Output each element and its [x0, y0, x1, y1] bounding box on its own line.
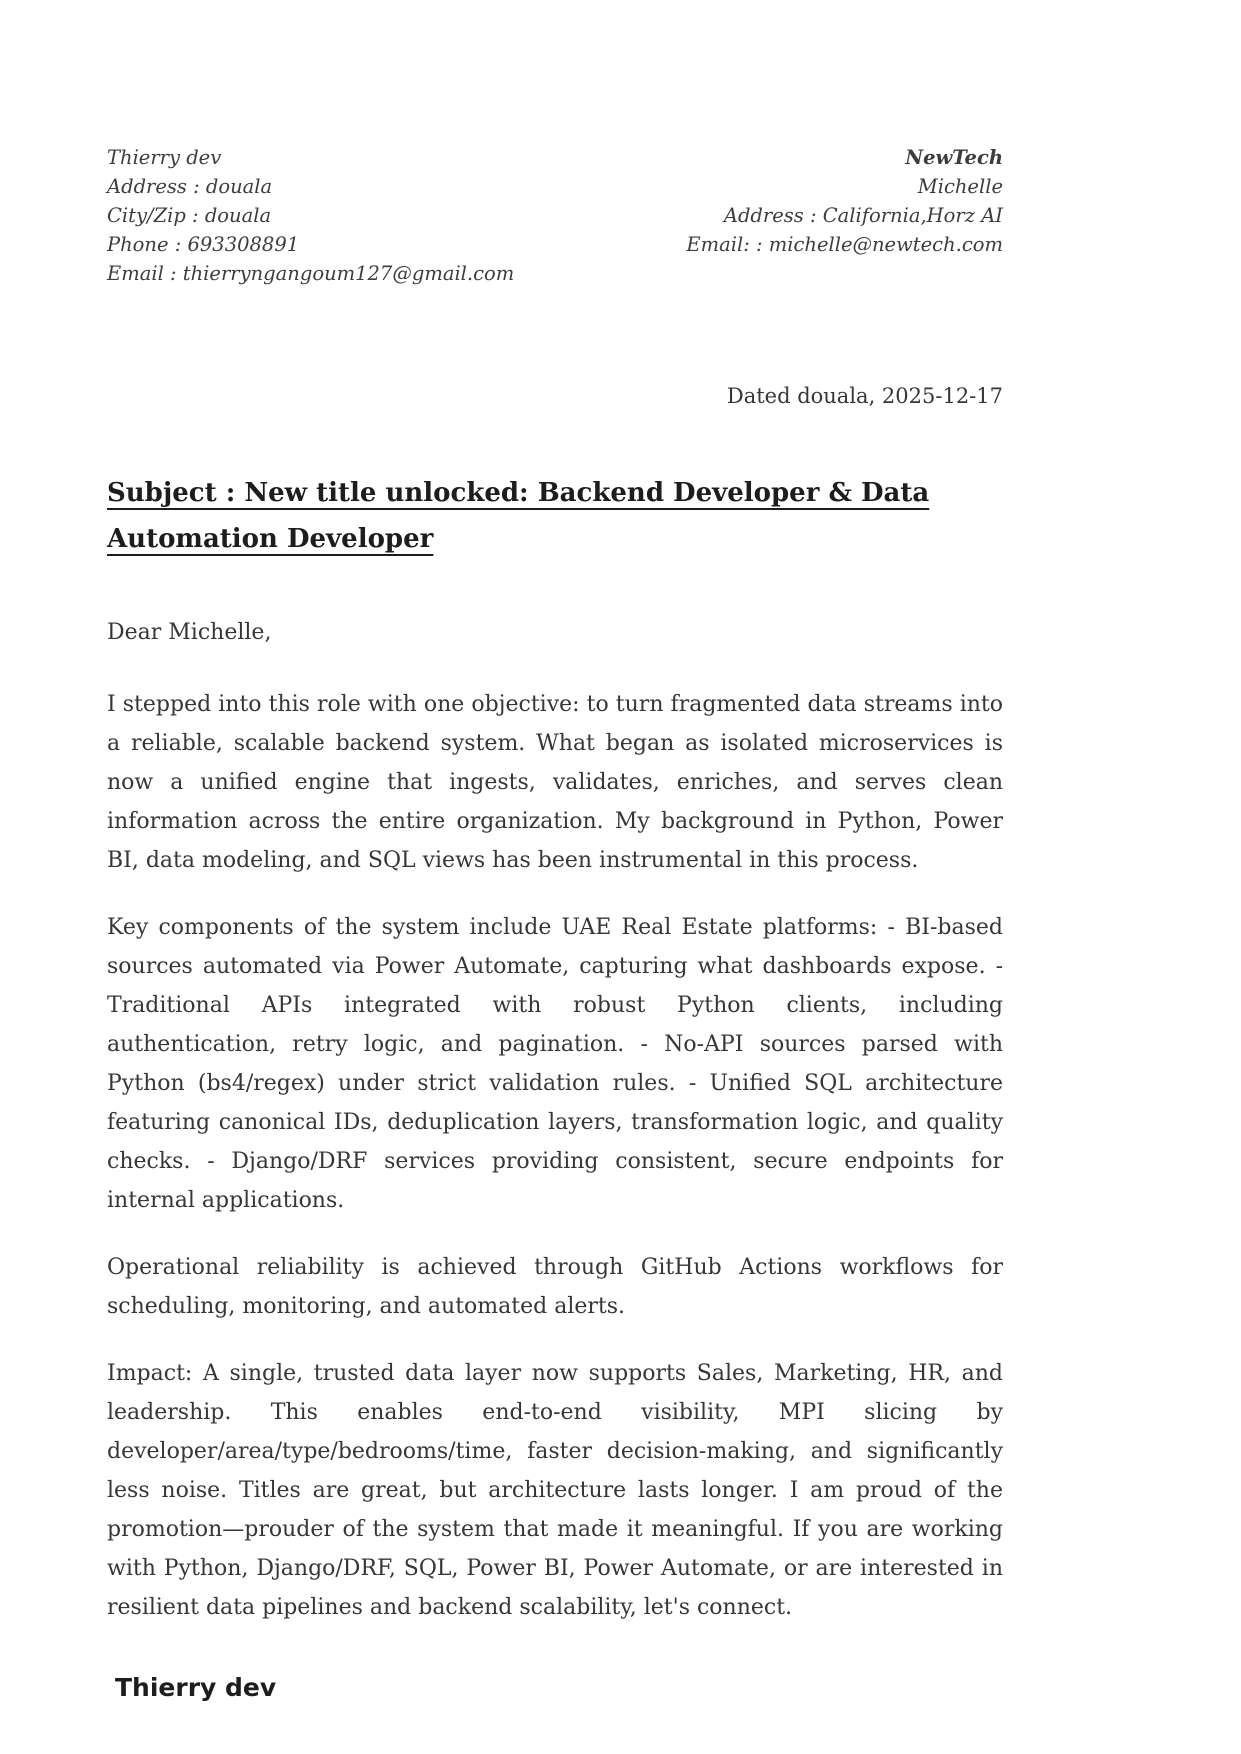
- sender-block: [107, 143, 514, 288]
- sender-name: Thierry dev: [107, 146, 222, 169]
- paragraph-impact: Impact: A single, trusted data layer now supports Sales, Marketing, HR, and leadership. This enables end-to-end visibility, MPI slicing by developer/area/type/bedrooms/time, faster decision-making, and significantly less noise. Titles are great, but architecture lasts longer. I am proud of the promotion—prouder of the system that made it meaningful. If you are working with Python, Django/DRF, SQL, Power BI, Power Automate, or are interested in resilient data pipelines and backend scalability, let's connect.: [107, 1361, 1003, 1620]
- recipient-block: [686, 143, 1003, 259]
- sender-address: Address : douala: [107, 175, 273, 198]
- sender-email: Email : thierryngangoum127@gmail.com: [107, 262, 515, 285]
- paragraph-reliability: Operational reliability is achieved through GitHub Actions workflows for scheduling, monitoring, and automated alerts.: [107, 1255, 1003, 1319]
- sender-city-zip: City/Zip : douala: [107, 204, 272, 227]
- recipient-company: NewTech: [905, 146, 1003, 169]
- subject-heading: Subject : New title unlocked: Backend Developer & Data Automation Developer: [107, 478, 930, 554]
- letter-content: [107, 143, 1003, 1702]
- letter-header: [107, 143, 1003, 288]
- paragraph-key-components: Key components of the system include UAE Real Estate platforms: - BI-based sources automated via Power Automate, capturing what dashboards expose. - Traditional APIs integrated with robust Python clients, including authentication, retry logic, and pagination. - No-API sources parsed with Python (bs4/regex) under strict validation rules. - Unified SQL architecture featuring canonical IDs, deduplication layers, transformation logic, and quality checks. - Django/DRF services providing consistent, secure endpoints for internal applications.: [107, 915, 1003, 1213]
- letter-body: [107, 685, 1003, 1627]
- date-line: Dated douala, 2025-12-17: [726, 384, 1003, 408]
- signature-name: Thierry dev: [115, 1673, 277, 1702]
- paragraph-intro: I stepped into this role with one objective: to turn fragmented data streams into a reliable, scalable backend system. What began as isolated microservices is now a unified engine that ingests, validates, enriches, and serves clean information across the entire organization. My background in Python, Power BI, data modeling, and SQL views has been instrumental in this process.: [107, 692, 1003, 873]
- salutation: Dear Michelle,: [107, 620, 272, 645]
- recipient-address: Address : California,Horz AI: [723, 204, 1003, 227]
- recipient-contact: Michelle: [917, 175, 1003, 198]
- sender-phone: Phone : 693308891: [107, 233, 300, 256]
- recipient-email: Email: : michelle@newtech.com: [686, 233, 1003, 256]
